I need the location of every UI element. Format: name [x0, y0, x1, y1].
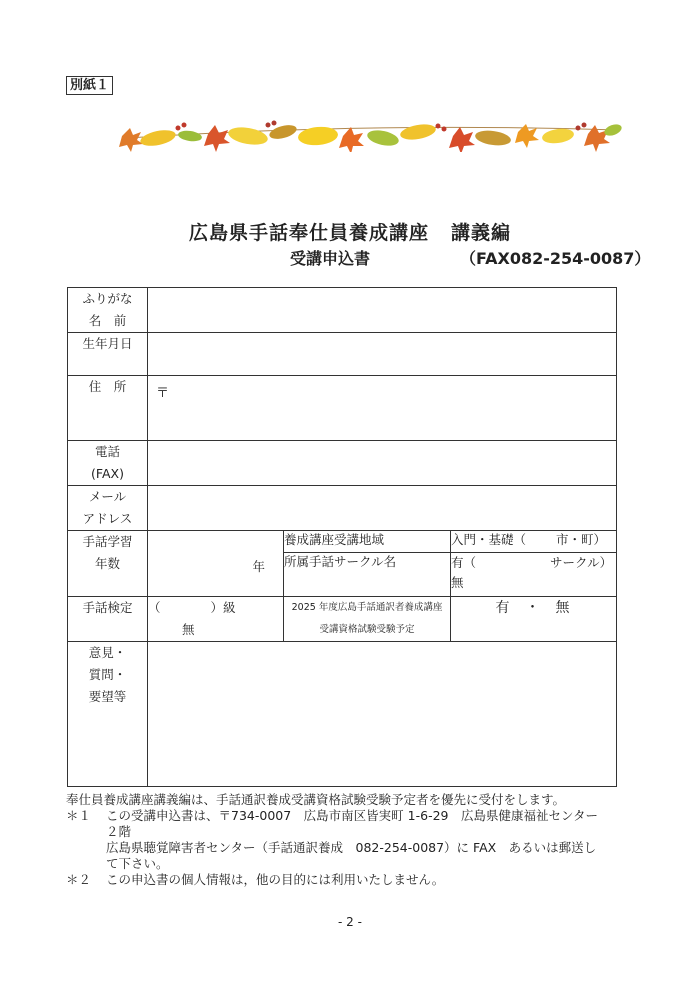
years-field[interactable]: [148, 531, 284, 597]
note-2: [66, 872, 626, 888]
phone-field[interactable]: [148, 441, 617, 486]
note-1-mark: ＊１: [66, 808, 92, 823]
circle-field[interactable]: [451, 553, 617, 597]
level-none: 無: [182, 622, 195, 637]
birth-date-field[interactable]: [148, 333, 617, 376]
mail-field[interactable]: [148, 486, 617, 531]
form-title-section: 講義編: [451, 222, 512, 244]
phone-label: 電話: [94, 444, 120, 459]
fax-label: (FAX): [91, 466, 124, 481]
exam-label-1: 2025 年度広島手話通訳者養成講座: [291, 602, 443, 613]
page-number: - 2 -: [338, 915, 362, 929]
postal-mark: 〒: [156, 386, 170, 401]
note-1-line-4: て下さい。: [106, 856, 169, 871]
furigana-label: ふりがな: [82, 291, 133, 306]
exam-yes: 有: [495, 600, 512, 616]
note-1-line-1: この受講申込書は、〒734-0007 広島市南区皆実町 1-6-29 広島県健康福祉センター: [106, 808, 598, 823]
level-field[interactable]: [148, 597, 284, 642]
birth-date-label: 生年月日: [68, 333, 148, 376]
circle-label: 所属手話サークル名: [284, 553, 451, 597]
opinion-label-1: 意見・: [88, 645, 127, 660]
exam-label-2: 受講資格試験受験予定: [319, 624, 415, 635]
years-label-2: 年数: [94, 556, 120, 571]
address-label: 住 所: [68, 376, 148, 441]
form-title: [0, 218, 700, 245]
note-2-mark: ＊２: [66, 872, 92, 887]
attachment-label: 別紙１: [66, 76, 113, 95]
autumn-leaves-illustration: [118, 116, 623, 152]
form-subtitle: 受講申込書: [290, 249, 371, 268]
application-form-table: [67, 287, 617, 787]
level-open: （: [148, 600, 161, 615]
leaf-garland: [119, 121, 623, 153]
exam-no: 無: [555, 600, 572, 616]
exam-field[interactable]: [451, 597, 617, 642]
exam-dot: ・: [525, 600, 542, 616]
note-1-line-3: 広島県聴覚障害者センター（手話通訳養成 082-254-0087）に FAX あるいは郵送し: [106, 840, 597, 855]
circle-yes: 有（: [451, 555, 477, 570]
form-title-main: 広島県手話奉仕員養成講座: [188, 222, 429, 244]
opinion-label-2: 質問・: [88, 667, 127, 682]
note-1-continuation: [66, 840, 626, 872]
note-2-line-1: この申込書の個人情報は，他の目的には利用いたしません。: [106, 872, 445, 887]
note-1: [66, 808, 626, 840]
level-label: 手話検定: [68, 597, 148, 642]
phone-label-cell: [68, 441, 148, 486]
name-label: 名 前: [88, 313, 127, 328]
opinion-field[interactable]: [148, 642, 617, 787]
course-region-unit: 市・町）: [556, 532, 607, 547]
mail-label-1: メール: [88, 489, 127, 504]
notes-intro: 奉仕員養成講座講義編は、手話通訳養成受講資格試験受験予定者を優先に受付をします。: [66, 792, 566, 807]
fax-number: （FAX082-254-0087）: [460, 249, 651, 268]
level-close: ）級: [210, 600, 236, 615]
years-label-cell: [68, 531, 148, 597]
course-region-value: 入門・基礎（: [451, 532, 527, 547]
address-field[interactable]: [148, 376, 617, 441]
circle-unit: サークル）: [550, 555, 613, 570]
course-region-label: 養成講座受講地域: [284, 531, 451, 553]
exam-label-cell: [284, 597, 451, 642]
notes: [66, 792, 626, 888]
mail-label-2: アドレス: [82, 511, 133, 526]
opinion-label-3: 要望等: [88, 689, 127, 704]
circle-no: 無: [451, 575, 464, 590]
course-region-field[interactable]: [451, 531, 617, 553]
name-field[interactable]: [148, 288, 617, 333]
years-label-1: 手話学習: [82, 534, 133, 549]
years-unit: 年: [252, 559, 265, 574]
name-label-cell: [68, 288, 148, 333]
mail-label-cell: [68, 486, 148, 531]
opinion-label-cell: [68, 642, 148, 787]
note-1-line-2: ２階: [106, 824, 132, 839]
